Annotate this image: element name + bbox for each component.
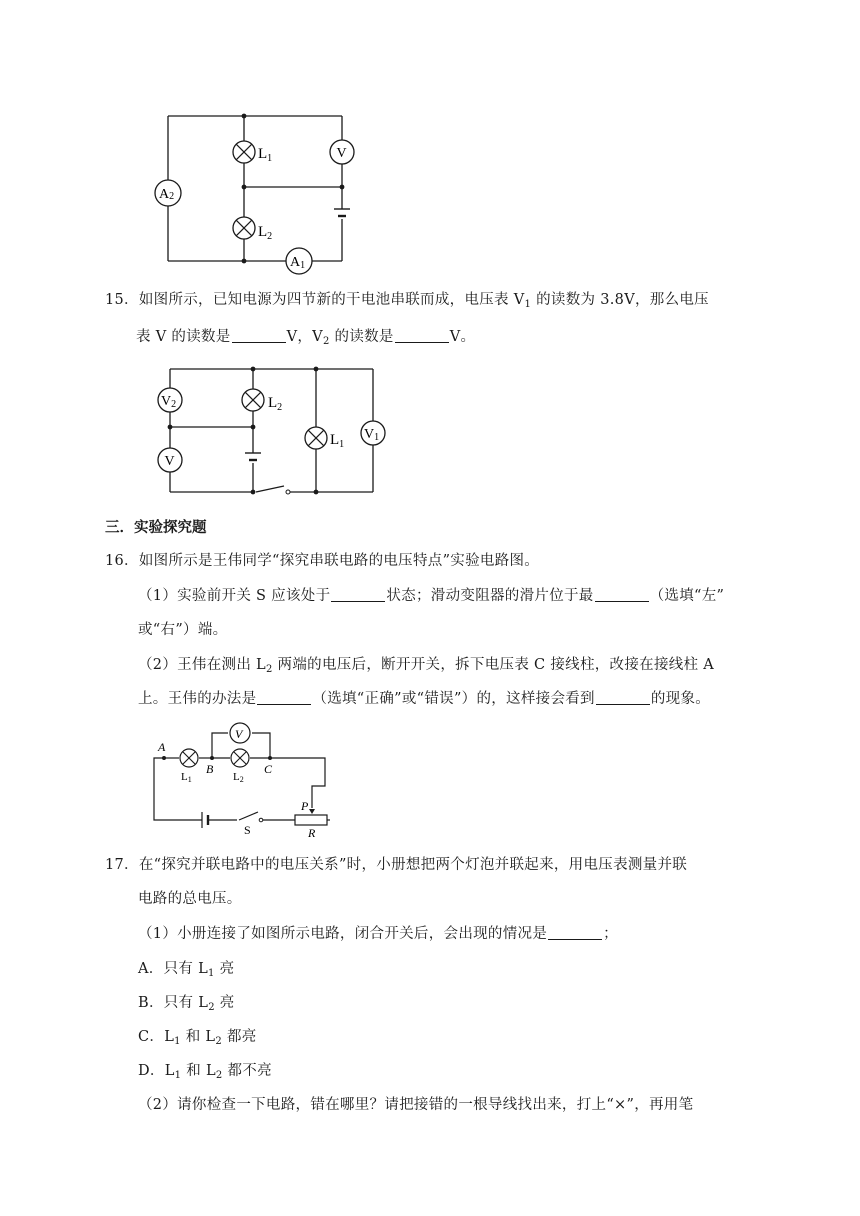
svg-text:L2: $L_2$ bbox=[268, 395, 283, 413]
q16-part1-line2: 或“右”）端。 bbox=[138, 622, 228, 638]
answer-blank[interactable] bbox=[548, 925, 602, 940]
svg-text:B: B bbox=[206, 762, 214, 776]
q16-part1-line1: （1）实验前开关 S 应该处于 状态；滑动变阻器的滑片位于最 （选填“左” bbox=[138, 588, 725, 604]
answer-blank[interactable] bbox=[395, 328, 449, 343]
q15-line-1: 15．如图所示，已知电源为四节新的干电池串联而成，电压表 $V_1$ 的读数为 3.8V，那么电压 bbox=[105, 292, 709, 310]
svg-text:V: V bbox=[336, 146, 347, 161]
q17-part2: （2）请你检查一下电路，错在哪里？请把接错的一根导线找出来，打上“×”，再用笔 bbox=[138, 1097, 694, 1113]
q17-intro-line1: 17．在“探究并联电路中的电压关系”时，小册想把两个灯泡并联起来，用电压表测量并联 bbox=[105, 857, 688, 873]
svg-text:V1: V1 bbox=[364, 427, 380, 443]
svg-text:L1: $L_1$ bbox=[258, 146, 273, 164]
answer-blank[interactable] bbox=[595, 587, 649, 602]
svg-text:L2: L2 bbox=[233, 771, 244, 784]
q15-line-2: 表 V 的读数是 V，$V_2$ 的读数是 V。 bbox=[136, 329, 476, 347]
question-number: 15． bbox=[105, 292, 139, 308]
circuit-diagram-1 bbox=[150, 108, 370, 278]
svg-text:A: A bbox=[158, 740, 166, 754]
q16-part2-line2: 上。王伟的办法是 （选填“正确”或“错误”）的，这样接会看到 的现象。 bbox=[138, 691, 711, 707]
q16-part2-line1: （2）王伟在测出 $L_2$ 两端的电压后，断开开关，拆下电压表 C 接线柱，改接在接线柱 A bbox=[138, 657, 715, 675]
q17-intro-line2: 电路的总电压。 bbox=[138, 891, 242, 907]
answer-blank[interactable] bbox=[232, 328, 286, 343]
answer-blank[interactable] bbox=[331, 587, 385, 602]
q16-intro: 16．如图所示是王伟同学“探究串联电路的电压特点”实验电路图。 bbox=[105, 553, 540, 569]
circuit-diagram-2 bbox=[150, 362, 390, 502]
svg-text:V2: V2 bbox=[161, 394, 177, 410]
question-number: 17． bbox=[105, 857, 139, 873]
svg-text:A1: A1 bbox=[290, 255, 306, 271]
lamp-l1-icon bbox=[233, 141, 255, 163]
svg-text:R: R bbox=[308, 826, 316, 840]
lamp-l1-icon bbox=[180, 749, 198, 767]
lamp-l1-icon bbox=[305, 427, 327, 449]
question-number: 16． bbox=[105, 553, 139, 569]
svg-text:A2: A2 bbox=[159, 187, 175, 202]
rheostat-icon bbox=[295, 815, 327, 825]
option-c[interactable]: C．$L_1$ 和 $L_2$ 都亮 bbox=[138, 1029, 257, 1047]
svg-text:C: C bbox=[264, 762, 273, 776]
svg-text:L1: $L_1$ bbox=[330, 432, 345, 450]
option-b[interactable]: B．只有 $L_2$ 亮 bbox=[138, 995, 235, 1013]
svg-text:V: V bbox=[235, 727, 243, 741]
answer-blank[interactable] bbox=[596, 690, 650, 705]
option-a[interactable]: A．只有 $L_1$ 亮 bbox=[138, 961, 235, 979]
q17-part1: （1）小册连接了如图所示电路，闭合开关后，会出现的情况是 ； bbox=[138, 926, 618, 942]
lamp-l2-icon bbox=[233, 217, 255, 239]
circuit-diagram-3 bbox=[140, 718, 340, 840]
section-title: 三．实验探究题 bbox=[105, 520, 207, 536]
lamp-l2-icon bbox=[231, 749, 249, 767]
answer-blank[interactable] bbox=[257, 690, 311, 705]
svg-text:S: S bbox=[244, 823, 251, 837]
svg-text:L2: $L_2$ bbox=[258, 224, 273, 242]
lamp-l2-icon bbox=[242, 389, 264, 411]
svg-text:P: P bbox=[301, 799, 309, 813]
svg-text:V: V bbox=[164, 454, 175, 469]
svg-text:L1: L1 bbox=[181, 771, 192, 784]
option-d[interactable]: D．$L_1$ 和 $L_2$ 都不亮 bbox=[138, 1063, 272, 1081]
